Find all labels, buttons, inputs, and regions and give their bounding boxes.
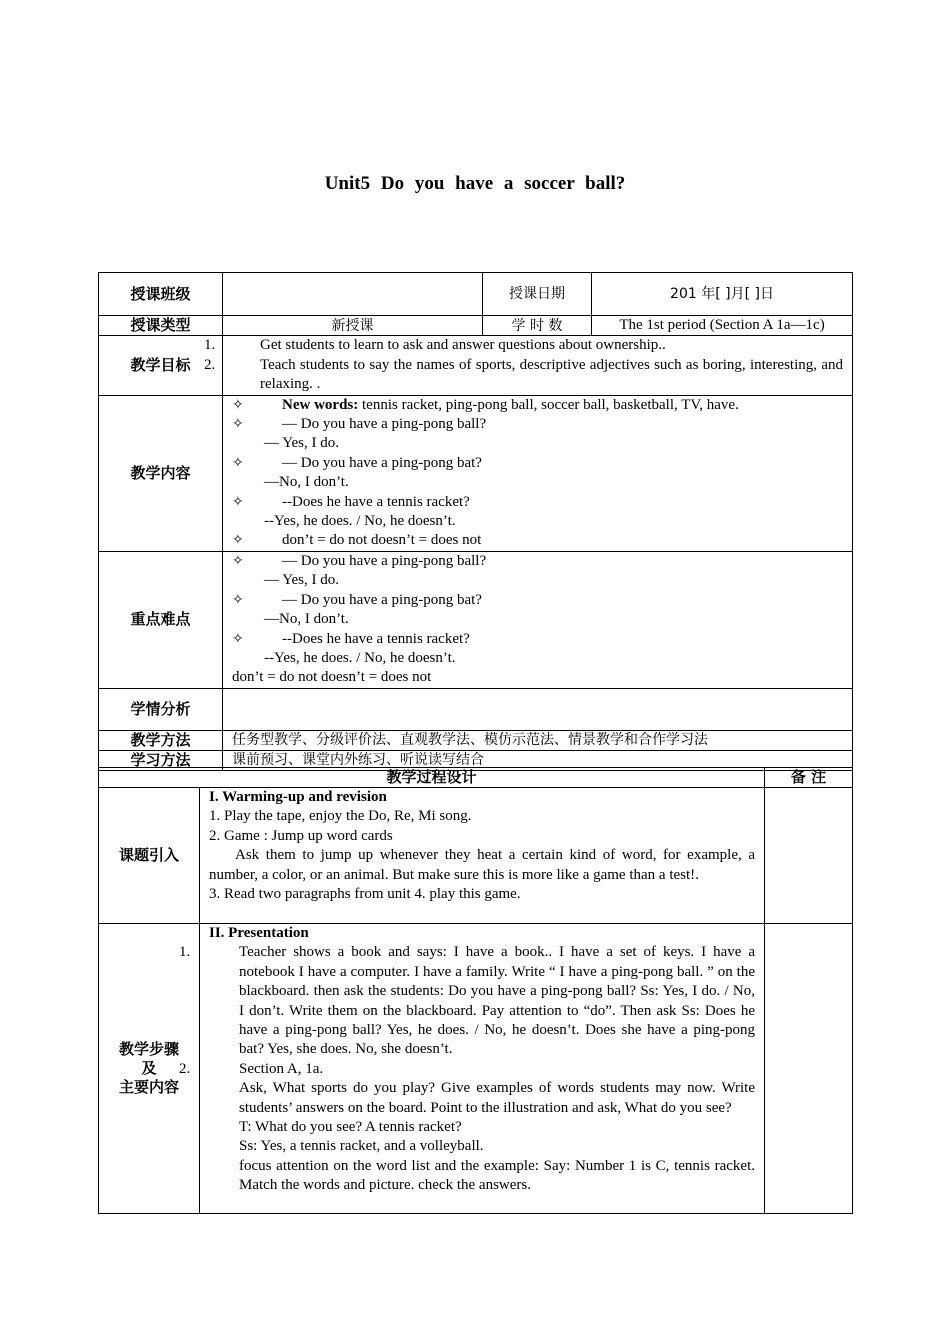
diamond-icon: ✧: [232, 396, 244, 413]
goal-item: 1. Get students to learn to ask and answer questions about ownership..: [204, 337, 666, 354]
class-value: [223, 273, 483, 316]
row-steps: [99, 924, 853, 1214]
notes-header: 备 注: [765, 768, 853, 788]
teaching-methods-value: 任务型教学、分级评价法、直观教学法、模仿示范法、情景教学和合作学习法: [223, 730, 853, 750]
learning-methods-label: 学习方法: [99, 750, 223, 770]
goals-content: [204, 336, 853, 395]
row-goals: [99, 336, 853, 395]
teaching-methods-label: 教学方法: [99, 730, 223, 750]
diamond-icon: ✧: [232, 630, 244, 647]
content-label: 教学内容: [99, 395, 223, 551]
type-label: 授课类型: [99, 316, 223, 336]
diamond-icon: ✧: [232, 591, 244, 608]
goals-label: 教学目标: [99, 336, 223, 395]
page-title: Unit5 Do you have a soccer ball?: [324, 173, 626, 194]
date-value: 201 年[ ]月[ ]日: [592, 273, 853, 316]
row-class-date: [99, 273, 853, 316]
analysis-value: [223, 688, 853, 730]
process-header: 教学过程设计: [99, 768, 765, 788]
steps-notes: [765, 924, 853, 1214]
content-cell: ✧ New words: tennis racket, ping-pong ball, soccer ball, basketball, TV, have. ✧ — Do you have a ping-pong ball? — Yes, I do. ✧ — Do you have a ping-pong bat? —No, I don’t. ✧ --Does he have a tennis racket? --Yes, he does. / No, he doesn’t. ✧ don’t = do not doesn’t = does not: [223, 395, 853, 551]
process-table: [98, 767, 853, 1214]
analysis-label: 学情分析: [99, 688, 223, 730]
diamond-icon: ✧: [232, 493, 244, 510]
row-analysis: [99, 688, 853, 730]
date-label: 授课日期: [483, 273, 592, 316]
steps-cell: II. Presentation 1. Teacher shows a book and says: I have a book.. I have a set of keys. I have a notebook I have a computer. I have a family. Write “ I have a ping-pong ball. ” on the blackboard. then ask the students: Do you have a ping-pong ball? Ss: Yes, I do. / No, I don’t. Write them on the blackboard. Pay attention to “do”. Then ask Ss: Does he have a ping-pong ball? Yes, he does. / No, he doesn’t. Does she have a ping-pong bat? Yes, she does. No, she doesn’t. 2. Section A, 1a. Ask, What sports do you play? Give examples of words students may now. Write students’ answers on the board. Point to the illustration and ask, What do you see? T: What do you see? A tennis racket? Ss: Yes, a tennis racket, and a volleyball. focus attention on the word list and the example: Say: Number 1 is C, tennis racket. Match the words and picture. check the answers.: [200, 924, 765, 1214]
diamond-icon: ✧: [232, 454, 244, 471]
row-content: [99, 395, 853, 551]
key-points-label: 重点难点: [99, 551, 223, 688]
intro-label: 课题引入: [99, 788, 200, 924]
class-label: 授课班级: [99, 273, 223, 316]
diamond-icon: ✧: [232, 532, 244, 549]
intro-cell: I. Warming-up and revision 1. Play the tape, enjoy the Do, Re, Mi song. 2. Game : Jump up word cards Ask them to jump up whenever they heat a certain kind of word, for example, a number, a color, or an animal. But make sure this is more like a game than a test!. 3. Read two paragraphs from unit 4. play this game.: [200, 788, 765, 924]
row-teaching-methods: [99, 730, 853, 750]
row-process-header: [99, 768, 853, 788]
type-value: 新授课: [223, 316, 483, 336]
goal-item: 2. Teach students to say the names of sports, descriptive adjectives such as boring, interesting, and relaxing. .: [204, 356, 843, 393]
row-type-hours: [99, 316, 853, 336]
hours-value: The 1st period (Section A 1a—1c): [592, 316, 853, 336]
row-key-points: [99, 551, 853, 688]
learning-methods-value: 课前预习、课堂内外练习、听说读写结合: [223, 750, 853, 770]
lesson-info-table: [98, 272, 853, 771]
key-points-cell: ✧ — Do you have a ping-pong ball? — Yes, I do. ✧ — Do you have a ping-pong bat? —No, I don’t. ✧ --Does he have a tennis racket? --Yes, he does. / No, he doesn’t. don’t = do not doesn’t = does not: [223, 551, 853, 688]
diamond-icon: ✧: [232, 416, 244, 433]
hours-label: 学 时 数: [483, 316, 592, 336]
intro-notes: [765, 788, 853, 924]
steps-label: 教学步骤 及 主要内容: [99, 924, 200, 1214]
diamond-icon: ✧: [232, 552, 244, 569]
row-intro: [99, 788, 853, 924]
